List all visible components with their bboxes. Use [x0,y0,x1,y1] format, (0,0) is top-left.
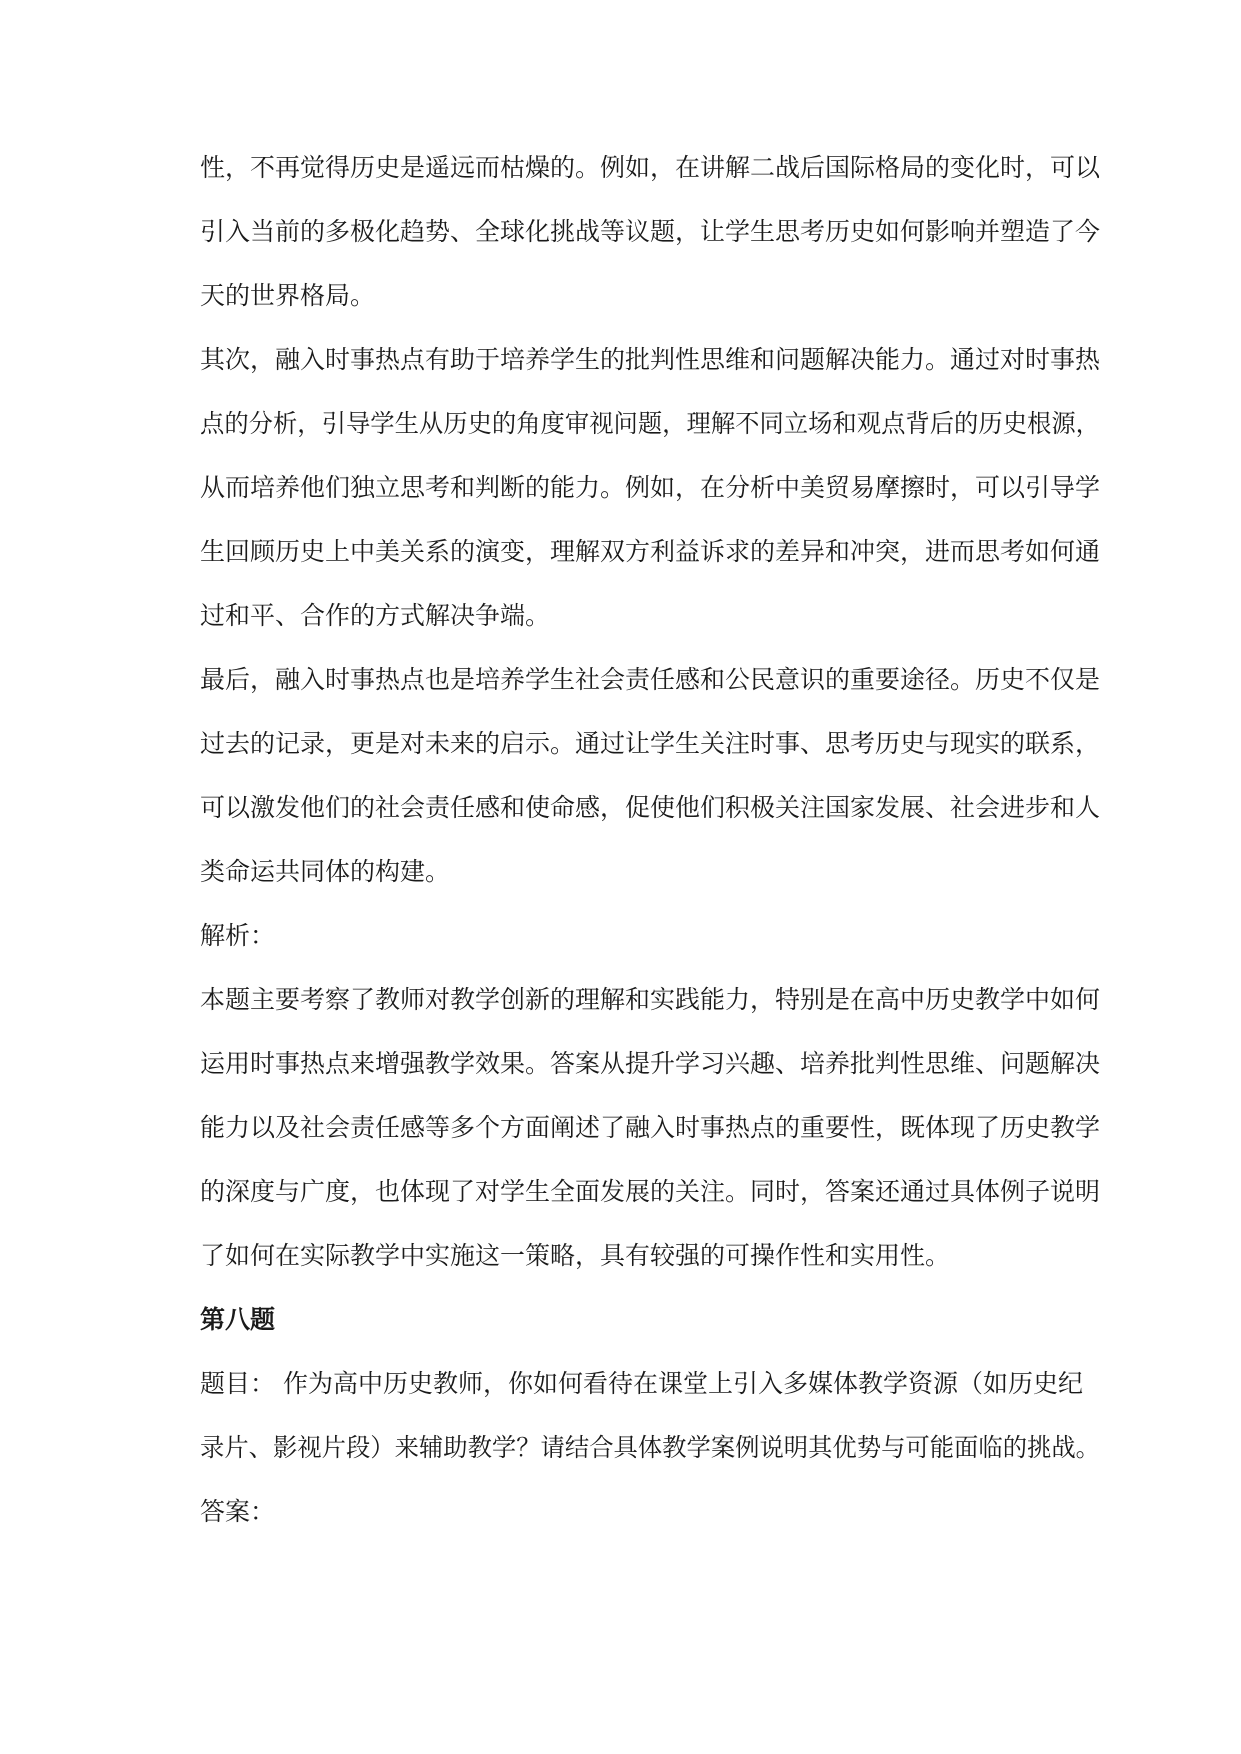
paragraph-line: 过和平、合作的方式解决争端。 [200,601,551,630]
paragraph-line: 天的世界格局。 [200,281,376,310]
answer-label: 答案： [200,1497,276,1526]
paragraph-line: 点的分析，引导学生从历史的角度审视问题，理解不同立场和观点背后的历史根源， [200,409,1101,438]
paragraph-line: 了如何在实际教学中实施这一策略，具有较强的可操作性和实用性。 [200,1241,951,1270]
paragraph-line: 引入当前的多极化趋势、全球化挑战等议题，让学生思考历史如何影响并塑造了今 [200,217,1101,246]
paragraph-line: 运用时事热点来增强教学效果。答案从提升学习兴趣、培养批判性思维、问题解决 [200,1049,1101,1078]
paragraph-line: 从而培养他们独立思考和判断的能力。例如，在分析中美贸易摩擦时，可以引导学 [200,473,1101,502]
analysis-label: 解析： [200,921,276,950]
paragraph-line: 类命运共同体的构建。 [200,857,451,886]
question-line: 录片、影视片段）来辅助教学？请结合具体教学案例说明其优势与可能面临的挑战。 [200,1433,1101,1462]
paragraph-line: 本题主要考察了教师对教学创新的理解和实践能力，特别是在高中历史教学中如何 [200,985,1101,1014]
section-heading: 第八题 [200,1305,276,1334]
paragraph-line: 性，不再觉得历史是遥远而枯燥的。例如，在讲解二战后国际格局的变化时，可以 [200,153,1101,182]
paragraph-line: 的深度与广度，也体现了对学生全面发展的关注。同时，答案还通过具体例子说明 [200,1177,1101,1206]
question-line: 题目： 作为高中历史教师，你如何看待在课堂上引入多媒体教学资源（如历史纪 [200,1369,1083,1398]
paragraph-line: 生回顾历史上中美关系的演变，理解双方利益诉求的差异和冲突，进而思考如何通 [200,537,1101,566]
paragraph-line: 能力以及社会责任感等多个方面阐述了融入时事热点的重要性，既体现了历史教学 [200,1113,1101,1142]
paragraph-line: 可以激发他们的社会责任感和使命感，促使他们积极关注国家发展、社会进步和人 [200,793,1101,822]
paragraph-line: 过去的记录，更是对未来的启示。通过让学生关注时事、思考历史与现实的联系， [200,729,1101,758]
paragraph-line: 最后，融入时事热点也是培养学生社会责任感和公民意识的重要途径。历史不仅是 [200,665,1101,694]
paragraph-line: 其次，融入时事热点有助于培养学生的批判性思维和问题解决能力。通过对时事热 [200,345,1101,374]
